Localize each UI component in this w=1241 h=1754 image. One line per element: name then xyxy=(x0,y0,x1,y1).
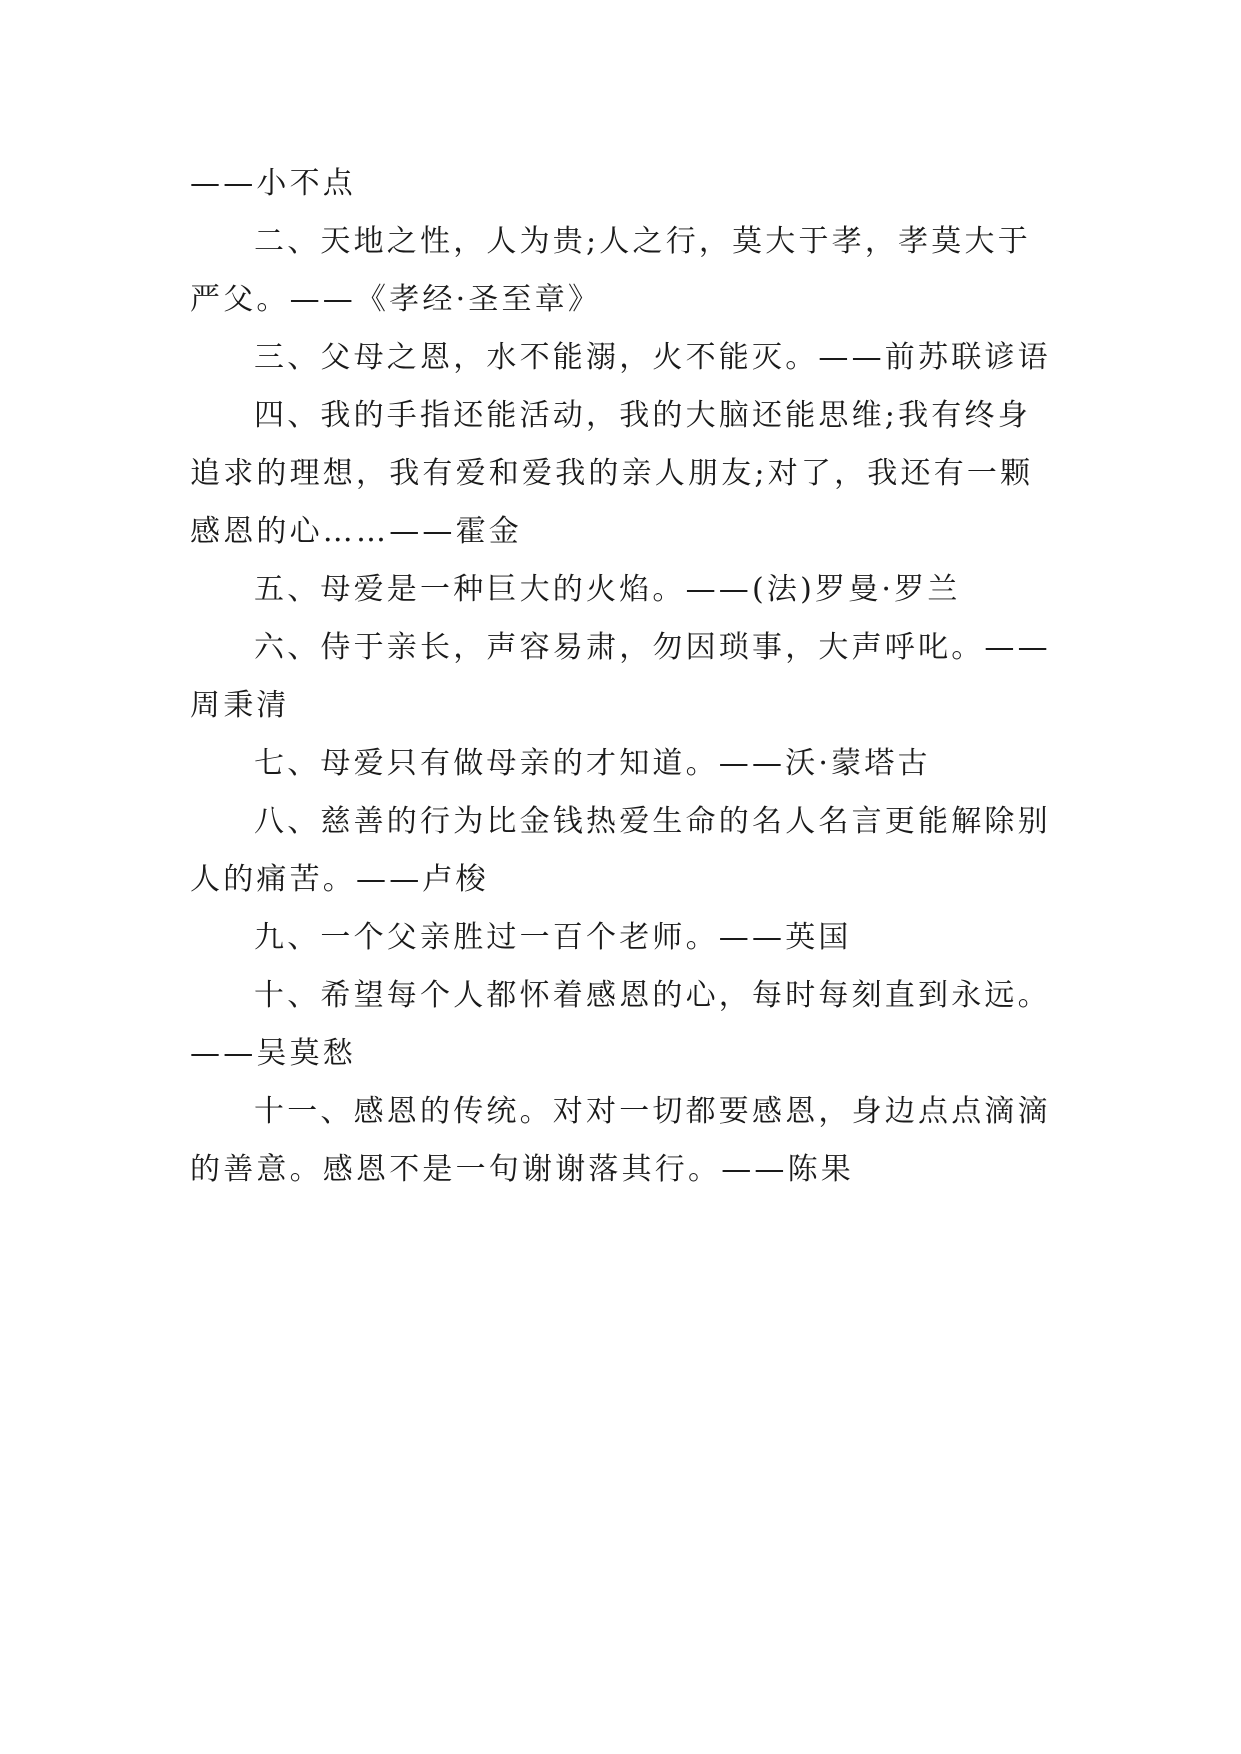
text-line: 六、侍于亲长，声容易肃，勿因琐事，大声呼叱。—— xyxy=(254,630,1051,665)
text-line: 严父。——《孝经·圣至章》 xyxy=(190,282,602,317)
text-line: 八、慈善的行为比金钱热爱生命的名人名言更能解除别 xyxy=(254,804,1051,839)
text-line: 十、希望每个人都怀着感恩的心，每时每刻直到永远。 xyxy=(254,978,1051,1013)
text-line: 人的痛苦。——卢梭 xyxy=(190,862,489,897)
text-line: 七、母爱只有做母亲的才知道。——沃·蒙塔古 xyxy=(254,746,931,781)
text-line: ——吴莫愁 xyxy=(190,1036,356,1071)
text-line: 三、父母之恩，水不能溺，火不能灭。——前苏联谚语 xyxy=(254,340,1051,375)
text-line: 十一、感恩的传统。对对一切都要感恩，身边点点滴滴 xyxy=(254,1094,1051,1129)
text-line: 二、天地之性，人为贵;人之行，莫大于孝，孝莫大于 xyxy=(254,224,1031,259)
text-line: 追求的理想，我有爱和爱我的亲人朋友;对了，我还有一颗 xyxy=(190,456,1034,491)
text-line: 周秉清 xyxy=(190,688,290,723)
text-line: 九、一个父亲胜过一百个老师。——英国 xyxy=(254,920,852,955)
text-line: 四、我的手指还能活动，我的大脑还能思维;我有终身 xyxy=(254,398,1031,433)
text-line: 感恩的心……——霍金 xyxy=(190,514,522,549)
text-line: 的善意。感恩不是一句谢谢落其行。——陈果 xyxy=(190,1152,854,1187)
text-line: ——小不点 xyxy=(190,166,356,201)
text-line: 五、母爱是一种巨大的火焰。——(法)罗曼·罗兰 xyxy=(254,572,961,607)
quotes-text-block xyxy=(190,155,1050,1199)
